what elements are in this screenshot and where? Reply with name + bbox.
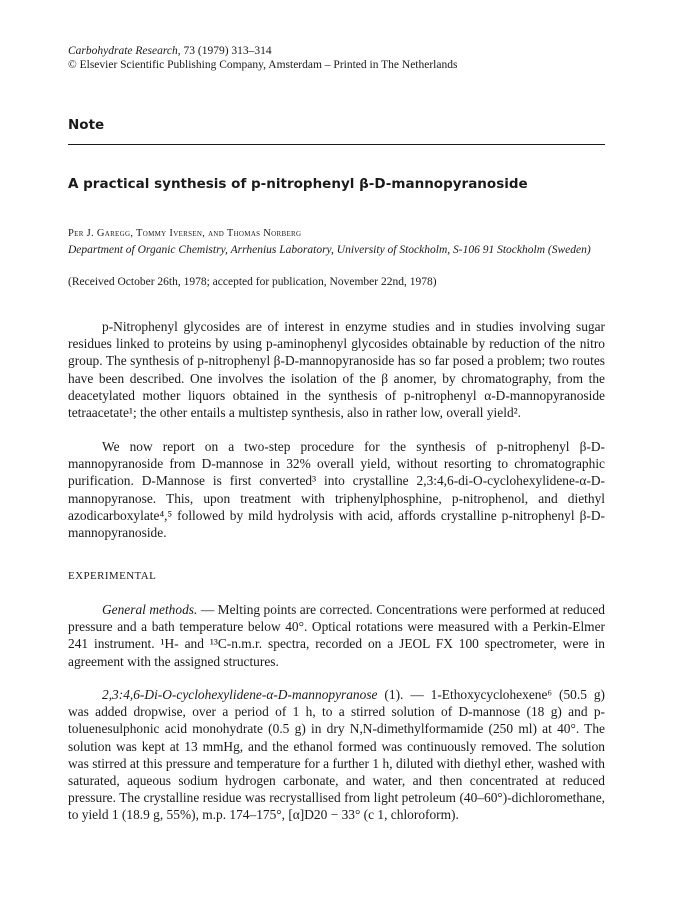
copyright-line: © Elsevier Scientific Publishing Company, Amsterdam – Printed in The Netherlands [68,59,458,71]
author-list: Per J. Garegg, Tommy Iversen, and Thomas Norberg [68,228,302,239]
article-title: A practical synthesis of p-nitrophenyl β-D-mannopyranoside [68,176,528,192]
intro-paragraph-1: p-Nitrophenyl glycosides are of interest in enzyme studies and in studies involving sugar residues linked to proteins by using p-aminophenyl glycosides obtainable by reduction of the nitro group. The synthesis of p-nitrophenyl β-D-mannopyranoside has so far posed a problem; two routes have been described. One involves the isolation of the β anomer, by chromatography, from the deacetylated mother liquors obtained in the synthesis of p-nitrophenyl α-D-mannopyranoside tetraacetate¹; the other entails a multistep synthesis, also in rather low, overall yield². [68,319,605,421]
author-affiliation: Department of Organic Chemistry, Arrhenius Laboratory, University of Stockholm, S-106 91 Stockholm (Sweden) [68,244,591,256]
synthesis-paragraph [68,686,605,824]
compound-heading: 2,3:4,6-Di-O-cyclohexylidene-α-D-mannopyranose [102,687,378,702]
journal-citation-line [68,44,272,58]
synthesis-text: (1). — 1-Ethoxycyclohexene⁶ (50.5 g) was added dropwise, over a period of 1 h, to a stirred solution of D-mannose (18 g) and p-toluenesulphonic acid monohydrate (0.5 g) in dry N,N-dimethylformamide (250 ml) at 40°. The solution was kept at 13 mmHg, and the ethanol formed was continuously removed. The solution was stirred at this pressure and temperature for a further 1 h, diluted with diethyl ether, washed with saturated, aqueous sodium hydrogen carbonate, and water, and then concentrated at reduced pressure. The crystalline residue was recrystallised from light petroleum (40–60°)-dichloromethane, to yield 1 (18.9 g, 55%), m.p. 174–175°, [α]D20 − 33° (c 1, chloroform). [68,687,605,823]
header-divider [68,144,605,145]
experimental-heading: EXPERIMENTAL [68,570,157,582]
received-date: (Received October 26th, 1978; accepted for publication, November 22nd, 1978) [68,276,437,288]
methods-heading: General methods. [102,602,198,617]
methods-paragraph [68,601,605,670]
journal-name: Carbohydrate Research [68,45,178,57]
section-label: Note [68,117,105,133]
intro-paragraph-2: We now report on a two-step procedure for the synthesis of p-nitrophenyl β-D-mannopyranoside from D-mannose in 32% overall yield, without resorting to chromatographic purification. D-Mannose is first converted³ into crystalline 2,3:4,6-di-O-cyclohexylidene-α-D-mannopyranose. This, upon treatment with triphenylphosphine, p-nitrophenol, and diethyl azodicarboxylate⁴,⁵ followed by mild hydrolysis with acid, affords crystalline p-nitrophenyl β-D-mannopyranoside. [68,439,605,541]
journal-volume-pages: , 73 (1979) 313–314 [177,45,272,57]
methods-text: — Melting points are corrected. Concentrations were performed at reduced pressure and a bath temperature below 40°. Optical rotations were measured with a Perkin-Elmer 241 instrument. ¹H- and ¹³C-n.m.r. spectra, recorded on a JEOL FX 100 spectrometer, were in agreement with the assigned structures. [68,602,605,669]
